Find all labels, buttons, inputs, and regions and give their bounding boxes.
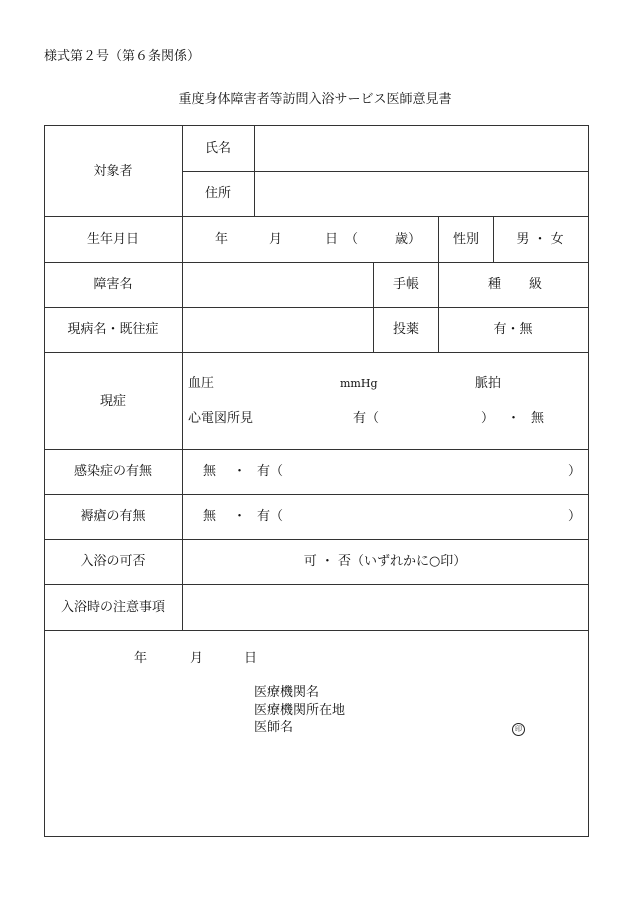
- bathing-permission-label: 入浴の可否: [80, 554, 146, 569]
- col-line-handbook-value: [438, 262, 439, 352]
- handbook-kind-unit: 種: [488, 277, 502, 292]
- row-line-subject: [45, 216, 588, 217]
- bedsore-separator: ・: [233, 509, 247, 524]
- name-field[interactable]: [267, 142, 577, 156]
- current-symptoms-label: 現症: [99, 394, 127, 409]
- age-unit: 歳）: [395, 232, 422, 247]
- infection-separator: ・: [233, 464, 247, 479]
- illness-label: 現病名・既往症: [67, 322, 159, 337]
- illness-field[interactable]: [195, 323, 365, 337]
- infection-close-paren: ）: [568, 464, 582, 479]
- name-label: 氏名: [204, 141, 232, 156]
- ecg-separator: ・: [507, 411, 521, 426]
- doctor-name-label: 医師名: [254, 720, 294, 735]
- row-line-bathing: [45, 584, 588, 585]
- infection-label: 感染症の有無: [73, 464, 153, 479]
- institution-address-label: 医療機関所在地: [254, 703, 346, 718]
- bedsore-no[interactable]: 無: [203, 509, 217, 524]
- ecg-yes-open[interactable]: 有（: [353, 411, 380, 426]
- row-line-infection: [45, 494, 588, 495]
- col-line-sex-label: [438, 216, 439, 262]
- sex-options[interactable]: 男 ・ 女: [516, 232, 564, 247]
- row-line-bedsore: [45, 539, 588, 540]
- medication-options[interactable]: 有・無: [493, 322, 533, 337]
- row-line-precautions: [45, 630, 588, 631]
- sign-month-unit: 月: [190, 651, 204, 666]
- document-title: 重度身体障害者等訪問入浴サービス医師意見書: [178, 92, 452, 107]
- birth-date-label: 生年月日: [86, 232, 140, 247]
- seal-icon: 印: [512, 723, 525, 736]
- bedsore-yes-open[interactable]: 有（: [257, 509, 284, 524]
- birth-month-unit: 月: [269, 232, 283, 247]
- col-line-sex-value: [493, 216, 494, 262]
- subject-label: 対象者: [93, 164, 133, 179]
- birth-day-unit: 日: [325, 232, 339, 247]
- opinion-form-table: [44, 125, 589, 837]
- row-line-illness: [45, 352, 588, 353]
- institution-name-label: 医療機関名: [254, 685, 320, 700]
- precautions-field[interactable]: [195, 601, 575, 615]
- ecg-label: 心電図所見: [188, 411, 254, 426]
- bedsore-close-paren: ）: [568, 509, 582, 524]
- handbook-grade-unit: 級: [529, 277, 543, 292]
- blood-pressure-label: 血圧: [188, 376, 215, 391]
- col-line-subfield: [254, 126, 255, 216]
- sex-label: 性別: [452, 232, 480, 247]
- row-line-current: [45, 449, 588, 450]
- ecg-close-paren: ）: [481, 411, 495, 426]
- sign-day-unit: 日: [244, 651, 258, 666]
- precautions-label: 入浴時の注意事項: [60, 600, 166, 615]
- infection-yes-open[interactable]: 有（: [257, 464, 284, 479]
- ecg-no[interactable]: 無: [531, 411, 545, 426]
- bedsore-label: 褥瘡の有無: [80, 509, 146, 524]
- blood-pressure-unit: mmHg: [340, 377, 378, 390]
- disability-label: 障害名: [93, 277, 133, 292]
- age-open-paren: （: [345, 232, 359, 247]
- bathing-permission-options[interactable]: 可 ・ 否（いずれかに○印）: [303, 554, 467, 569]
- col-line-handbook-label: [373, 262, 374, 352]
- form-number: 様式第２号（第６条関係）: [44, 49, 201, 64]
- handbook-label: 手帳: [392, 277, 420, 292]
- disability-field[interactable]: [195, 278, 365, 292]
- address-label: 住所: [204, 186, 232, 201]
- row-line-name: [182, 171, 588, 172]
- pulse-label: 脈拍: [475, 376, 502, 391]
- sign-year-unit: 年: [134, 651, 148, 666]
- medication-label: 投薬: [392, 322, 420, 337]
- birth-year-unit: 年: [215, 232, 229, 247]
- seal-mark: [512, 721, 525, 736]
- row-line-disability: [45, 307, 588, 308]
- row-line-birth: [45, 262, 588, 263]
- infection-no[interactable]: 無: [203, 464, 217, 479]
- col-line-label: [182, 126, 183, 630]
- address-field[interactable]: [267, 187, 577, 201]
